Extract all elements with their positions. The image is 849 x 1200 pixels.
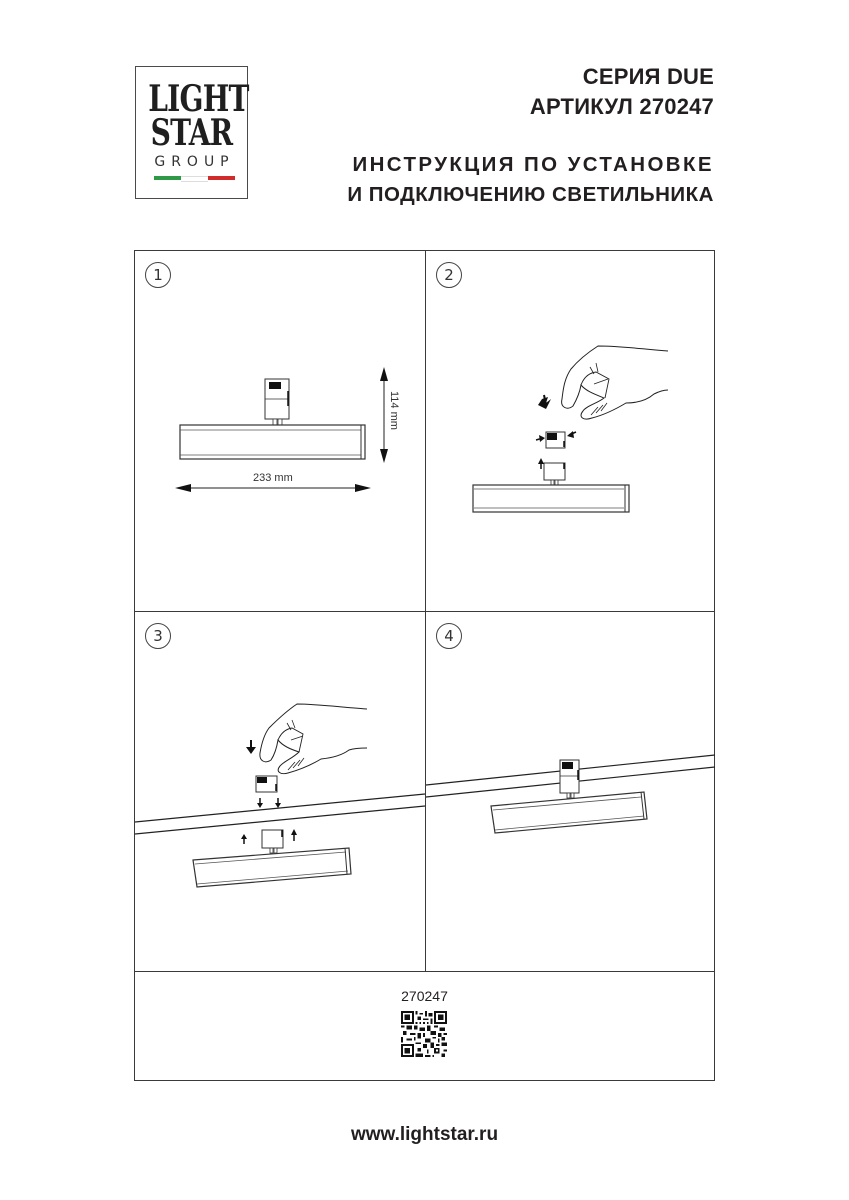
flag-white <box>181 176 208 182</box>
instruction-sheet <box>134 250 715 1081</box>
brand-logo <box>135 66 248 199</box>
step-2-panel <box>426 251 715 611</box>
width-dimension-label: 233 mm <box>253 472 293 484</box>
title-line-2: И ПОДКЛЮЧЕНИЮ СВЕТИЛЬНИКА <box>347 183 714 206</box>
height-dimension-label: 114 mm <box>388 391 400 430</box>
adapter-removal-illustration <box>426 251 715 611</box>
track-installation-illustration <box>135 612 425 971</box>
horizontal-divider-2 <box>135 971 714 972</box>
flag-red <box>208 176 235 180</box>
italian-flag-stripe <box>154 176 235 180</box>
logo-text-light: LIGHT <box>148 78 249 120</box>
flag-green <box>154 176 181 180</box>
installed-luminaire-illustration <box>426 612 715 971</box>
step-number-badge: 4 <box>436 623 462 649</box>
article-number: АРТИКУЛ 270247 <box>529 94 714 119</box>
logo-text-group: GROUP <box>154 154 235 170</box>
qr-code-icon <box>401 1011 447 1057</box>
step-number-badge: 3 <box>145 623 171 649</box>
luminaire-dimensions-illustration <box>135 251 425 611</box>
step-number-badge: 1 <box>145 262 171 288</box>
series-name: СЕРИЯ DUE <box>582 64 714 89</box>
footer-article-code: 270247 <box>401 988 448 1004</box>
step-1-panel <box>135 251 425 611</box>
product-header <box>530 62 714 122</box>
title-line-1: ИНСТРУКЦИЯ ПО УСТАНОВКЕ <box>352 153 714 176</box>
document-title <box>347 150 714 210</box>
step-number-badge: 2 <box>436 262 462 288</box>
step-3-panel <box>135 612 425 971</box>
website-link[interactable]: www.lightstar.ru <box>350 1124 499 1145</box>
logo-text-star: STAR <box>150 112 233 154</box>
step-4-panel <box>426 612 715 971</box>
